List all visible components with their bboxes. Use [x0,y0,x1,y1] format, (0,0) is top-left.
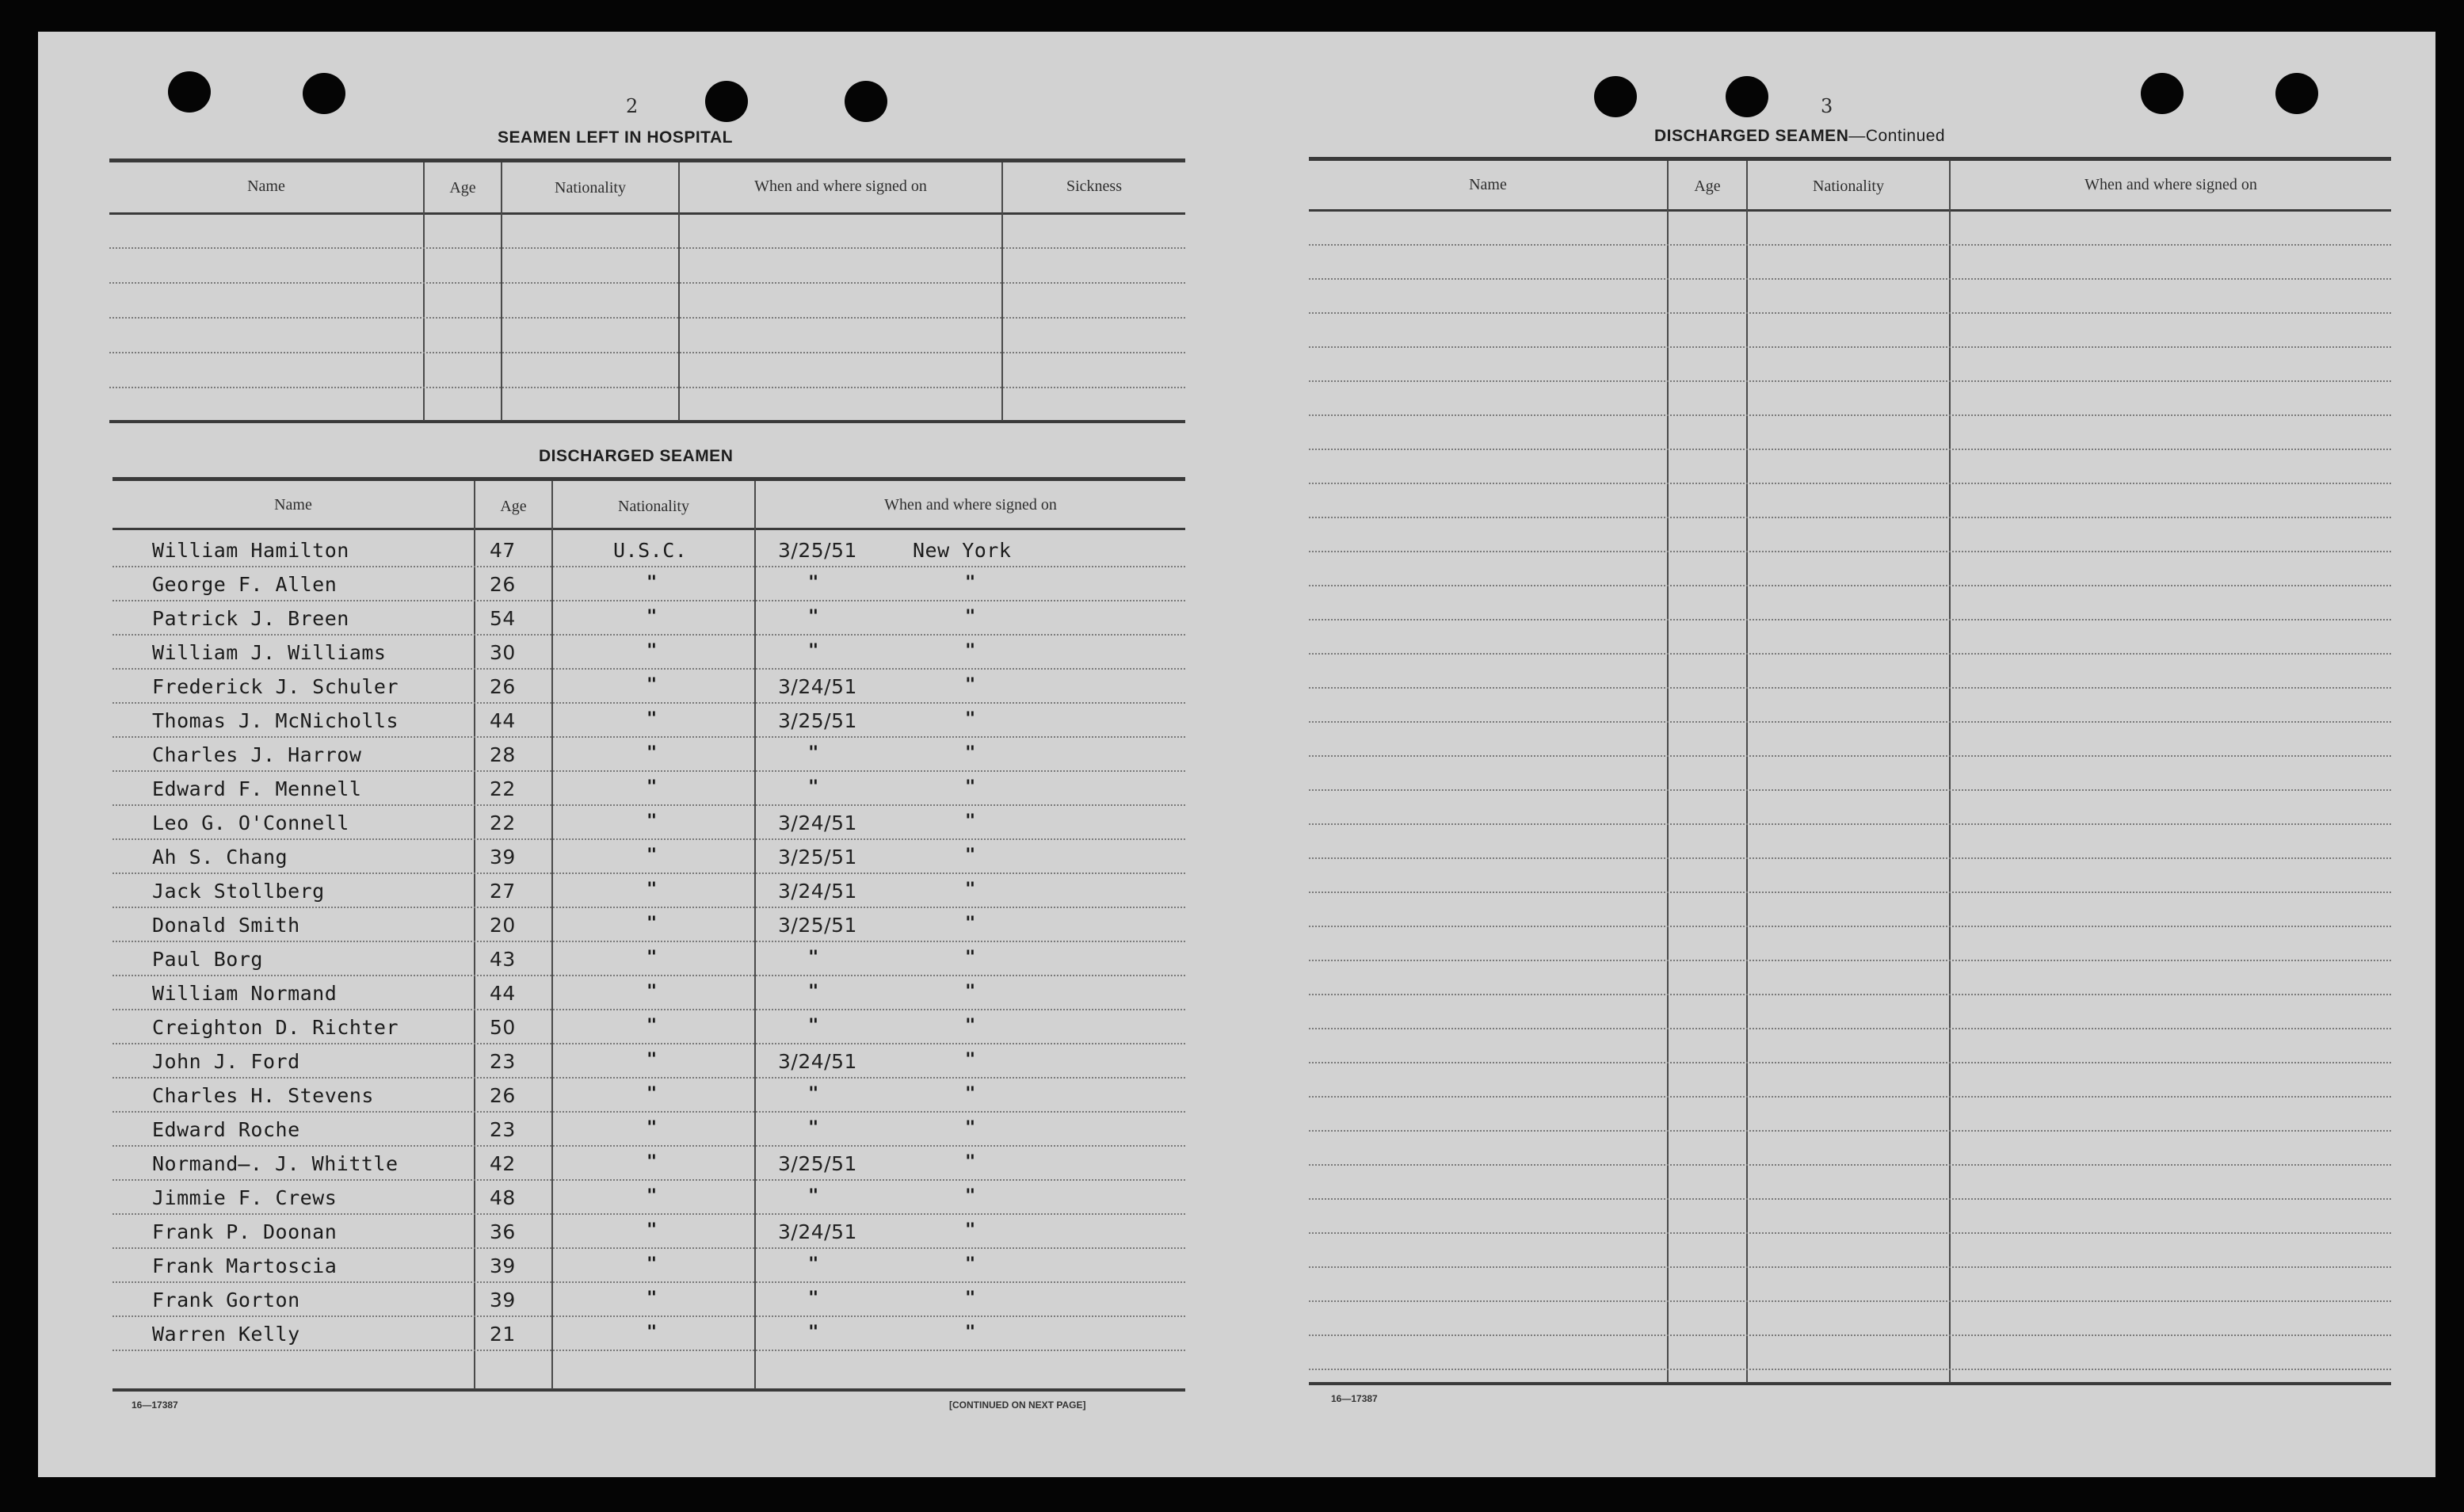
seaman-nationality: " [647,1323,658,1342]
right-row-line [1309,687,2391,689]
page-number-right: 3 [1821,95,1833,117]
form-number-left: 16—17387 [132,1399,178,1411]
right-row-line [1309,1369,2391,1371]
right-row-line [1309,1198,2391,1201]
seaman-age: 22 [490,777,516,800]
punch-hole-icon [168,71,211,113]
discharged-row [38,1220,1076,1254]
seaman-name: Thomas J. McNicholls [152,709,399,732]
punch-hole-icon [2141,73,2184,114]
hospital-row-line [109,282,1185,284]
seaman-name: Creighton D. Richter [152,1016,399,1039]
punch-hole-icon [845,81,887,122]
discharged-row [38,777,1076,811]
right-row-line [1309,1130,2391,1132]
seaman-signed-place: " [965,1254,976,1274]
seaman-signed-place: " [965,846,976,865]
seaman-signed-date: 3/24/51 [778,880,857,903]
hospital-section-title: SEAMEN LEFT IN HOSPITAL [498,128,733,147]
seaman-name: Paul Borg [152,948,263,971]
discharged-col-signed-on: When and where signed on [884,496,1057,514]
right-row-line [1309,244,2391,246]
seaman-nationality: U.S.C. [613,539,688,562]
right-row-line [1309,312,2391,315]
seaman-signed-place: " [965,1220,976,1240]
right-row-line [1309,1334,2391,1337]
seaman-signed-date: " [808,1118,819,1138]
seaman-signed-date: " [808,743,819,763]
discharged-row [38,573,1076,606]
punch-hole-icon [2275,73,2318,114]
seaman-nationality: " [647,573,658,593]
seaman-age: 28 [490,743,516,766]
seaman-signed-place: " [965,1084,976,1104]
form-number-right: 16—17387 [1331,1393,1378,1404]
seaman-nationality: " [647,675,658,695]
seaman-name: Frank Martoscia [152,1254,338,1277]
right-row-line [1309,789,2391,792]
seaman-signed-place: " [965,1118,976,1138]
seaman-age: 26 [490,675,516,698]
seaman-nationality: " [647,1118,658,1138]
right-row-line [1309,994,2391,996]
seaman-signed-place: " [965,641,976,661]
hospital-col-age: Age [449,179,476,197]
seaman-name: John J. Ford [152,1050,300,1073]
seaman-signed-date: " [808,1084,819,1104]
seaman-nationality: " [647,982,658,1002]
seaman-signed-date: " [808,948,819,968]
seaman-age: 42 [490,1152,516,1175]
seaman-signed-date: " [808,607,819,627]
hospital-col-divider [423,162,425,421]
seaman-name: Normand̶. J. Whittle [152,1152,399,1175]
seaman-age: 22 [490,811,516,834]
right-row-line [1309,346,2391,349]
discharged-col-age: Age [500,498,527,515]
seaman-name: William J. Williams [152,641,387,664]
seaman-signed-date: 3/25/51 [778,914,857,937]
discharged-row [38,1050,1076,1083]
hospital-col-sickness: Sickness [1066,178,1122,195]
hospital-row-line [109,387,1185,389]
seaman-signed-place: " [965,743,976,763]
seaman-signed-place: " [965,1289,976,1308]
seaman-nationality: " [647,1084,658,1104]
right-table-bottom-rule [1309,1382,2391,1385]
discharged-row [38,1289,1076,1322]
seaman-age: 36 [490,1220,516,1243]
right-row-line [1309,414,2391,417]
right-row-line [1309,1096,2391,1098]
right-row-line [1309,960,2391,962]
seaman-signed-place: " [965,1323,976,1342]
right-row-line [1309,278,2391,281]
seaman-age: 39 [490,846,516,869]
hospital-header-rule [109,212,1185,215]
seaman-signed-date: 3/24/51 [778,1050,857,1073]
discharged-row [38,607,1076,640]
seaman-name: Donald Smith [152,914,300,937]
seaman-signed-date: 3/25/51 [778,709,857,732]
seaman-name: William Normand [152,982,338,1005]
punch-hole-icon [303,73,345,114]
seaman-age: 43 [490,948,516,971]
right-row-line [1309,551,2391,553]
hospital-col-nationality: Nationality [555,179,626,197]
right-row-line [1309,380,2391,383]
discharged-section-title: DISCHARGED SEAMEN [539,447,734,465]
right-row-line [1309,755,2391,758]
seaman-signed-place: " [965,914,976,934]
seaman-nationality: " [647,811,658,831]
right-title-main: DISCHARGED SEAMEN [1654,127,1849,145]
right-page-title [1654,127,1945,146]
right-row-line [1309,1028,2391,1030]
discharged-row [38,948,1076,981]
seaman-nationality: " [647,607,658,627]
seaman-nationality: " [647,743,658,763]
punch-hole-icon [705,81,748,122]
seaman-signed-place: " [965,1152,976,1172]
right-row-line [1309,1164,2391,1166]
hospital-row-line [109,317,1185,319]
seaman-signed-date: " [808,982,819,1002]
seaman-signed-date: 3/25/51 [778,1152,857,1175]
seaman-age: 21 [490,1323,516,1346]
punch-hole-icon [1594,76,1637,117]
seaman-age: 39 [490,1289,516,1312]
discharged-table-top-rule [113,477,1185,481]
punch-hole-icon [1726,76,1768,117]
right-row-line [1309,1232,2391,1235]
right-row-line [1309,721,2391,724]
seaman-signed-place: " [965,607,976,627]
right-row-line [1309,619,2391,621]
seaman-nationality: " [647,1289,658,1308]
seaman-signed-place: " [965,777,976,797]
seaman-name: Frederick J. Schuler [152,675,399,698]
seaman-signed-place: New York [913,539,1012,562]
seaman-name: Charles J. Harrow [152,743,362,766]
right-row-line [1309,585,2391,587]
right-row-line [1309,823,2391,826]
hospital-col-name: Name [247,178,285,195]
discharged-row [38,1016,1076,1049]
seaman-nationality: " [647,1050,658,1070]
discharged-header-rule [113,528,1185,530]
seaman-age: 50 [490,1016,516,1039]
seaman-signed-date: 3/25/51 [778,846,857,869]
right-col-age: Age [1694,178,1721,195]
seaman-name: Edward Roche [152,1118,300,1141]
seaman-signed-date: " [808,1254,819,1274]
seaman-age: 26 [490,1084,516,1107]
right-row-line [1309,892,2391,894]
seaman-nationality: " [647,846,658,865]
page-number-left: 2 [626,95,639,117]
right-row-line [1309,653,2391,655]
seaman-age: 48 [490,1186,516,1209]
discharged-row [38,880,1076,913]
right-col-signed-on: When and where signed on [2084,176,2257,193]
seaman-nationality: " [647,1152,658,1172]
right-table-top-rule [1309,157,2391,161]
discharged-table-bottom-rule [113,1388,1185,1392]
seaman-name: Patrick J. Breen [152,607,349,630]
seaman-age: 30 [490,641,516,664]
discharged-row [38,539,1076,572]
discharged-row [38,1254,1076,1288]
seaman-signed-date: " [808,1323,819,1342]
seaman-nationality: " [647,709,658,729]
seaman-age: 27 [490,880,516,903]
seaman-signed-date: 3/24/51 [778,1220,857,1243]
seaman-name: Leo G. O'Connell [152,811,349,834]
seaman-signed-place: " [965,573,976,593]
seaman-age: 44 [490,709,516,732]
seaman-age: 26 [490,573,516,596]
seaman-signed-date: 3/25/51 [778,539,857,562]
right-title-continued: —Continued [1848,127,1946,145]
right-row-line [1309,449,2391,451]
seaman-nationality: " [647,1254,658,1274]
seaman-name: Frank P. Doonan [152,1220,338,1243]
discharged-row [38,982,1076,1015]
seaman-nationality: " [647,880,658,899]
seaman-signed-place: " [965,948,976,968]
seaman-nationality: " [647,641,658,661]
scanned-document [38,32,2435,1477]
seaman-age: 23 [490,1050,516,1073]
seaman-age: 20 [490,914,516,937]
seaman-signed-date: " [808,1289,819,1308]
seaman-nationality: " [647,1016,658,1036]
discharged-row [38,811,1076,845]
seaman-name: Jack Stollberg [152,880,325,903]
seaman-signed-date: " [808,641,819,661]
right-row-line [1309,483,2391,485]
seaman-nationality: " [647,1186,658,1206]
discharged-col-name: Name [274,496,312,514]
right-row-line [1309,926,2391,928]
continued-note: [CONTINUED ON NEXT PAGE] [949,1399,1086,1411]
right-row-line [1309,857,2391,860]
discharged-row [38,1118,1076,1151]
hospital-row-line [109,247,1185,250]
seaman-name: Charles H. Stevens [152,1084,374,1107]
seaman-signed-place: " [965,675,976,695]
seaman-nationality: " [647,777,658,797]
right-row-line [1309,1062,2391,1064]
seaman-signed-date: 3/24/51 [778,675,857,698]
right-row-line [1309,1266,2391,1269]
right-col-name: Name [1469,176,1507,193]
seaman-name: George F. Allen [152,573,338,596]
right-row-line [1309,517,2391,519]
seaman-name: William Hamilton [152,539,349,562]
seaman-signed-place: " [965,1186,976,1206]
right-col-nationality: Nationality [1813,178,1884,195]
right-header-rule [1309,209,2391,212]
hospital-col-divider [1001,162,1003,421]
seaman-signed-date: " [808,1016,819,1036]
seaman-age: 39 [490,1254,516,1277]
seaman-signed-date: " [808,1186,819,1206]
seaman-signed-place: " [965,982,976,1002]
seaman-name: Ah S. Chang [152,846,288,869]
seaman-signed-place: " [965,880,976,899]
seaman-signed-place: " [965,811,976,831]
hospital-row-line [109,352,1185,354]
seaman-age: 54 [490,607,516,630]
seaman-nationality: " [647,1220,658,1240]
seaman-signed-date: " [808,573,819,593]
discharged-row [38,743,1076,777]
hospital-col-signed-on: When and where signed on [754,178,927,195]
hospital-table-bottom-rule [109,420,1185,423]
discharged-row [38,1323,1076,1356]
hospital-col-divider [501,162,502,421]
seaman-name: Frank Gorton [152,1289,300,1312]
discharged-row [38,641,1076,674]
discharged-row [38,1186,1076,1220]
discharged-row [38,846,1076,879]
seaman-signed-place: " [965,1016,976,1036]
seaman-nationality: " [647,914,658,934]
seaman-age: 47 [490,539,516,562]
hospital-table-top-rule [109,158,1185,162]
seaman-name: Warren Kelly [152,1323,300,1346]
seaman-name: Edward F. Mennell [152,777,362,800]
discharged-row [38,1152,1076,1186]
seaman-signed-date: 3/24/51 [778,811,857,834]
seaman-signed-date: " [808,777,819,797]
seaman-age: 23 [490,1118,516,1141]
discharged-row [38,914,1076,947]
seaman-nationality: " [647,948,658,968]
seaman-name: Jimmie F. Crews [152,1186,338,1209]
seaman-signed-place: " [965,709,976,729]
seaman-age: 44 [490,982,516,1005]
seaman-signed-place: " [965,1050,976,1070]
hospital-col-divider [678,162,680,421]
right-row-line [1309,1300,2391,1303]
discharged-row [38,675,1076,708]
discharged-col-nationality: Nationality [618,498,689,515]
discharged-row [38,1084,1076,1117]
discharged-row [38,709,1076,743]
